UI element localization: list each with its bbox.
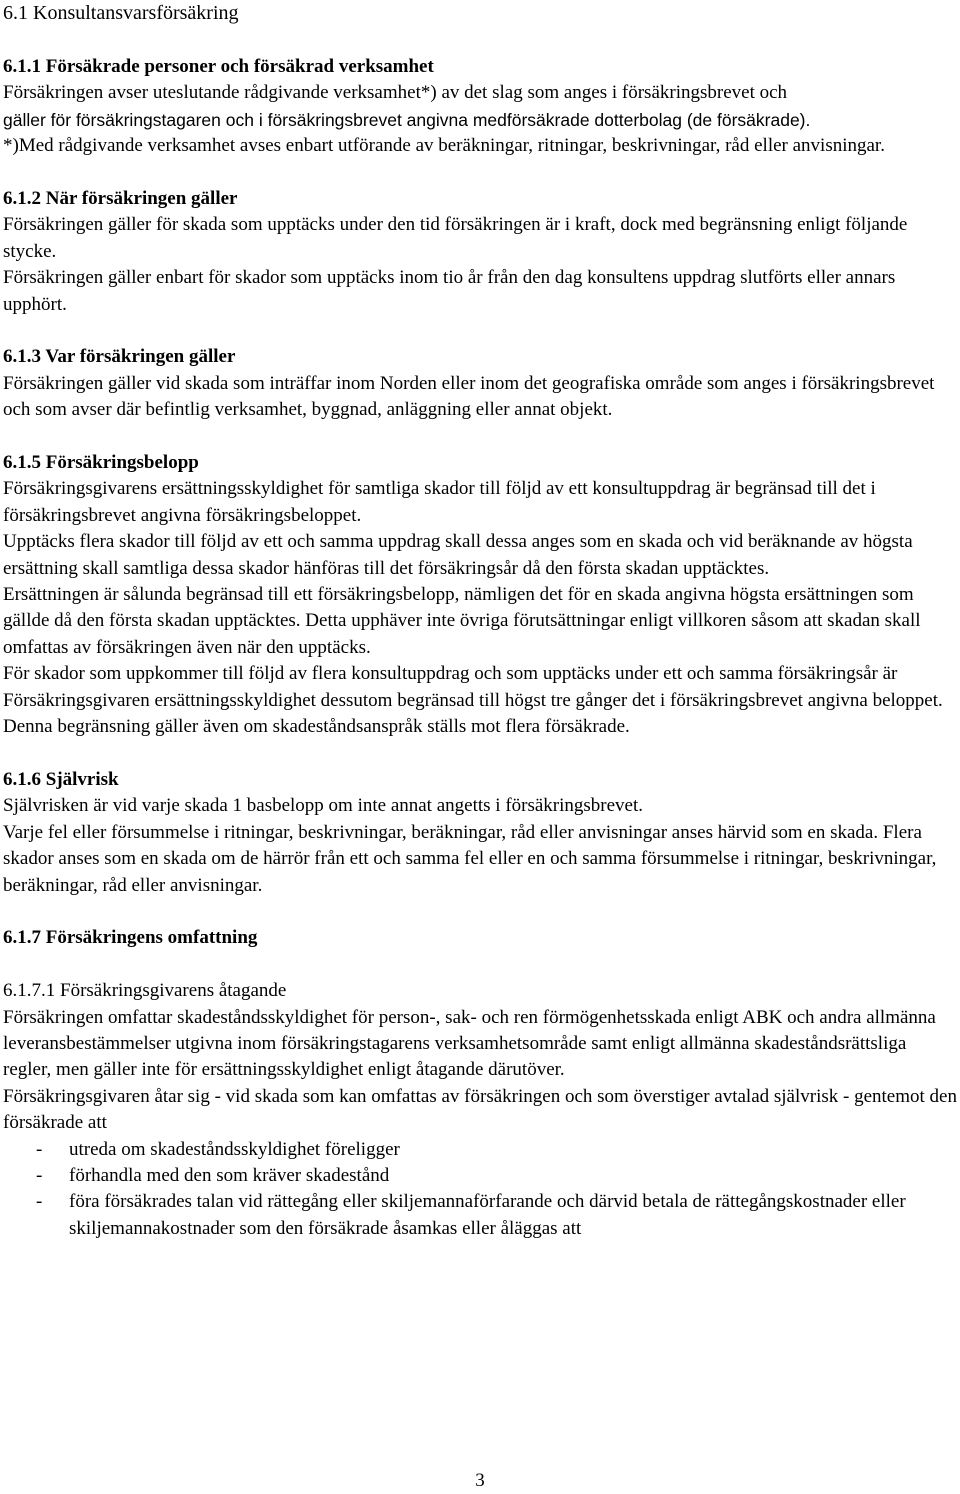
list-item bbox=[3, 1189, 957, 1242]
paragraph-6-1-5-1: Försäkringsgivarens ersättningsskyldighet för samtliga skador till följd av ett konsultuppdrag är begränsad till det i försäkringsbrevet angivna försäkringsbeloppet. bbox=[3, 478, 876, 526]
spacer bbox=[3, 318, 957, 344]
list-item bbox=[3, 1163, 957, 1189]
paragraph-6-1-7-1: Försäkringen omfattar skadeståndsskyldighet för person-, sak- och ren förmögenhetsskada enligt ABK och andra allmänna leveransbestämmelser utgivna inom försäkringstagarens verksamhetsområde samt enligt allmänna skadeståndsrättsliga regler, men gäller inte för ersättningsskyldighet enligt åtagande därutöver. bbox=[3, 1006, 936, 1081]
list-item-text: föra försäkrades talan vid rättegång eller skiljemannaförfarande och därvid betala de rättegångskostnader eller skiljemannakostnader som den försäkrade åsamkas eller åläggas att bbox=[69, 1191, 906, 1239]
spacer bbox=[3, 741, 957, 767]
paragraph-6-1-3-1: Försäkringen gäller vid skada som inträffar inom Norden eller inom det geografiska område som anges i försäkringsbrevet och som avser där befintlig verksamhet, byggnad, anläggning eller annat objekt. bbox=[3, 372, 935, 421]
section-6-1-3 bbox=[3, 344, 957, 423]
heading-6-1-6: 6.1.6 Självrisk bbox=[3, 768, 119, 790]
paragraph-6-1-5-2: Upptäcks flera skador till följd av ett och samma uppdrag skall dessa anges som en skada och vid beräknande av högsta ersättning skall samtliga dessa skador hänföras till det försäkringsår då den första skadan upptäcktes. bbox=[3, 531, 913, 579]
paragraph-6-1-5-3: Ersättningen är sålunda begränsad till ett försäkringsbelopp, nämligen det för en skada angivna högsta ersättningen som gällde då den första skadan upptäcktes. Detta upphäver inte övriga förutsättningar enligt villkoren såsom att skadan skall omfattas av försäkringen även när den upptäcks. bbox=[3, 584, 921, 658]
section-6-1-5 bbox=[3, 450, 957, 740]
dash-marker: - bbox=[36, 1138, 43, 1160]
section-6-1-7 bbox=[3, 925, 957, 1242]
spacer bbox=[3, 952, 957, 978]
document-page bbox=[3, 0, 957, 1242]
heading-6-1-7: 6.1.7 Försäkringens omfattning bbox=[3, 927, 258, 949]
list-item bbox=[3, 1137, 957, 1163]
paragraph-6-1-2-2: Försäkringen gäller enbart för skador som upptäcks inom tio år från den dag konsultens uppdrag slutförts eller annars upphört. bbox=[3, 267, 896, 315]
dash-marker: - bbox=[36, 1191, 43, 1213]
heading-6-1-7-1: 6.1.7.1 Försäkringsgivarens åtagande bbox=[3, 980, 287, 1002]
list-item-text: utreda om skadeståndsskyldighet föreligger bbox=[69, 1138, 400, 1160]
paragraph-6-1-6-1: Självrisken är vid varje skada 1 basbelopp om inte annat angetts i försäkringsbrevet. bbox=[3, 795, 644, 817]
dash-marker: - bbox=[36, 1164, 43, 1186]
spacer bbox=[3, 899, 957, 925]
paragraph-6-1-5-5: Denna begränsning gäller även om skadeståndsanspråk ställs mot flera försäkrade. bbox=[3, 716, 630, 738]
spacer bbox=[3, 25, 957, 54]
paragraph-6-1-1-note: *)Med rådgivande verksamhet avses enbart utförande av beräkningar, ritningar, beskrivningar, råd eller anvisningar. bbox=[3, 135, 885, 157]
paragraph-6-1-2-1: Försäkringen gäller för skada som upptäcks under den tid försäkringen är i kraft, dock med begränsning enligt följande stycke. bbox=[3, 214, 908, 262]
heading-6-1-2: 6.1.2 När försäkringen gäller bbox=[3, 188, 238, 210]
section-title: 6.1 Konsultansvarsförsäkring bbox=[3, 2, 239, 24]
paragraph-6-1-1-rest: gäller för försäkringstagaren och i försäkringsbrevet angivna medförsäkrade dotterbolag (de försäkrade). bbox=[3, 109, 811, 130]
paragraph-6-1-5-4: För skador som uppkommer till följd av flera konsultuppdrag och som upptäcks under ett och samma försäkringsår är Försäkringsgivaren ersättningsskyldighet dessutom begränsad till högst tre gånger det i försäkringsbrevet angivna beloppet. bbox=[3, 663, 943, 711]
paragraph-6-1-1-line1: Försäkringen avser uteslutande rådgivande verksamhet*) av det slag som anges i försäkringsbrevet och bbox=[3, 82, 788, 104]
paragraph-6-1-7-2: Försäkringsgivaren åtar sig - vid skada som kan omfattas av försäkringen och som överstiger avtalad självrisk - gentemot den försäkrade att bbox=[3, 1085, 957, 1134]
heading-6-1-1: 6.1.1 Försäkrade personer och försäkrad verksamhet bbox=[3, 56, 434, 77]
list-item-text: förhandla med den som kräver skadestånd bbox=[69, 1164, 390, 1186]
paragraph-6-1-6-2: Varje fel eller försummelse i ritningar, beskrivningar, beräkningar, råd eller anvisningar anses härvid som en skada. Flera skador anses som en skada om de härrör från ett och samma fel eller en och samma försummelse i ritningar, beskrivningar, beräkningar, råd eller anvisningar. bbox=[3, 821, 937, 896]
obligation-list bbox=[3, 1137, 957, 1243]
section-6-1-6 bbox=[3, 767, 957, 899]
heading-6-1-3: 6.1.3 Var försäkringen gäller bbox=[3, 346, 236, 368]
spacer bbox=[3, 424, 957, 450]
section-6-1-1 bbox=[3, 54, 957, 160]
page-number: 3 bbox=[475, 1470, 485, 1491]
spacer bbox=[3, 160, 957, 186]
section-6-1-2 bbox=[3, 186, 957, 318]
heading-6-1-5: 6.1.5 Försäkringsbelopp bbox=[3, 452, 199, 474]
